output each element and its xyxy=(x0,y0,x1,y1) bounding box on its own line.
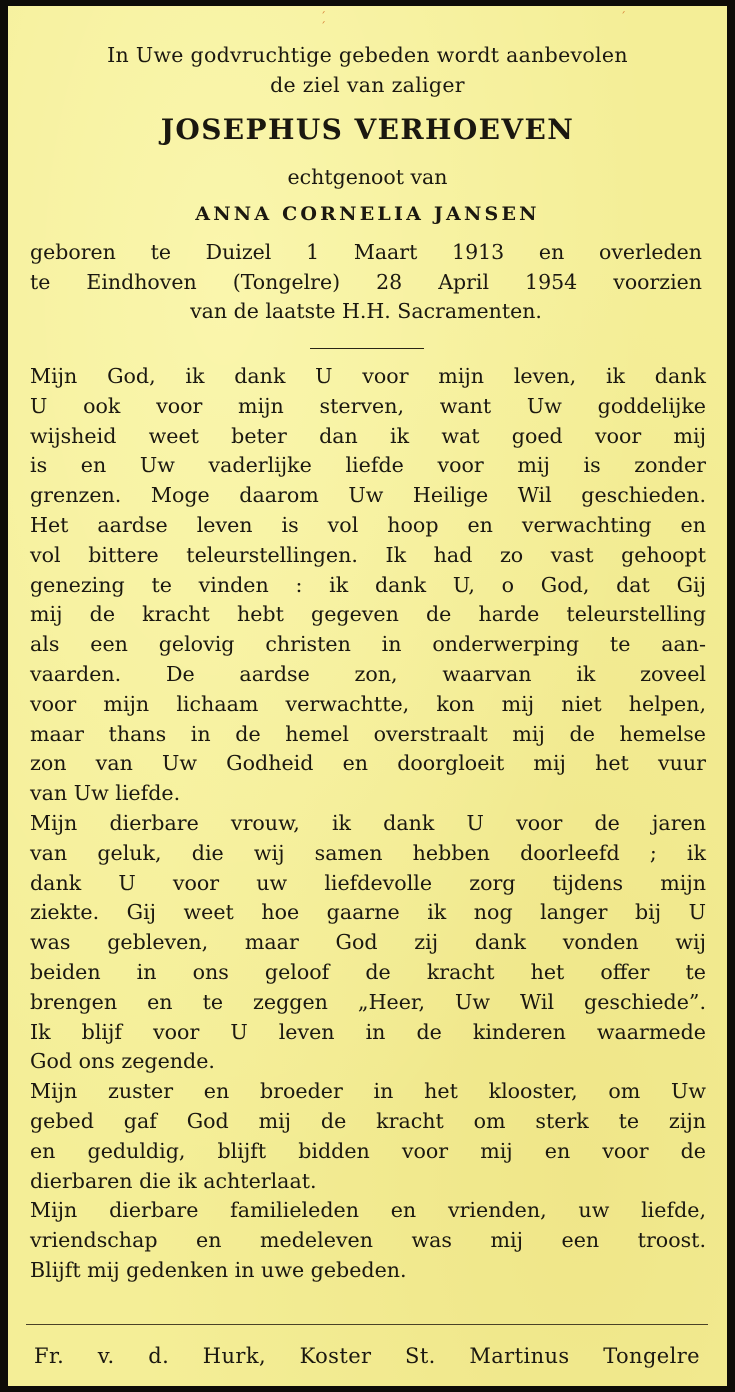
prayer-line: zon van Uw Godheid en doorgloeit mij het vuur xyxy=(30,751,706,776)
prayer-line: Het aardse leven is vol hoop en verwachting en xyxy=(30,512,706,537)
print-mark-decoration: ´ ´ xyxy=(320,10,326,34)
prayer-line: is en Uw vaderlijke liefde voor mij is zonder xyxy=(30,453,706,478)
prayer-line: grenzen. Moge daarom Uw Heilige Wil geschieden. xyxy=(30,483,706,508)
prayer-line: Blijft mij gedenken in uwe gebeden. xyxy=(30,1257,407,1282)
prayer-line: vriendschap en medeleven was mij een troost. xyxy=(30,1228,706,1253)
spouse-name: ANNA CORNELIA JANSEN xyxy=(195,203,540,225)
prayer-line: U ook voor mijn sterven, want Uw goddelijke xyxy=(30,393,706,418)
prayer-line: dierbaren die ik achterlaat. xyxy=(30,1168,317,1193)
prayer-line: Mijn God, ik dank U voor mijn leven, ik dank xyxy=(30,364,706,388)
intro-line: In Uwe godvruchtige gebeden wordt aanbevolen xyxy=(107,43,628,67)
print-mark-decoration: ´ xyxy=(620,10,626,24)
prayer-line: van Uw liefde. xyxy=(30,781,181,806)
prayer-line: ziekte. Gij weet hoe gaarne ik nog langer bij U xyxy=(30,900,706,925)
intro-block xyxy=(8,40,727,100)
prayer-line: en geduldig, blijft bidden voor mij en voor de xyxy=(30,1138,706,1163)
prayer-line: als een gelovig christen in onderwerping te aan- xyxy=(30,632,706,657)
prayer-text xyxy=(30,362,706,1286)
prayer-line: gebed gaf God mij de kracht om sterk te zijn xyxy=(30,1108,706,1133)
spouse-intro: echtgenoot van xyxy=(287,165,448,189)
prayer-line: vol bittere teleurstellingen. Ik had zo vast gehoopt xyxy=(30,542,706,567)
prayer-line: God ons zegende. xyxy=(30,1049,215,1074)
prayer-line: mij de kracht hebt gegeven de harde teleurstelling xyxy=(30,602,706,627)
deceased-name: JOSEPHUS VERHOEVEN xyxy=(160,113,575,146)
prayer-line: beiden in ons geloof de kracht het offer te xyxy=(30,959,706,984)
prayer-line: vaarden. De aardse zon, waarvan ik zoveel xyxy=(30,661,706,686)
prayer-line: Mijn zuster en broeder in het klooster, om Uw xyxy=(30,1079,706,1104)
prayer-line: wijsheid weet beter dan ik wat goed voor mij xyxy=(30,423,706,448)
prayer-line: was gebleven, maar God zij dank vonden wij xyxy=(30,930,706,955)
prayer-line: Mijn dierbare familieleden en vrienden, uw liefde, xyxy=(30,1198,706,1223)
printer-credit: Fr. v. d. Hurk, Koster St. Martinus Tongelre xyxy=(34,1344,700,1368)
prayer-line: Ik blijf voor U leven in de kinderen waarmede xyxy=(30,1019,706,1044)
section-divider xyxy=(310,348,424,349)
prayer-line: Mijn dierbare vrouw, ik dank U voor de jaren xyxy=(30,810,706,835)
dates-line: te Eindhoven (Tongelre) 28 April 1954 voorzien xyxy=(30,269,702,294)
prayer-line: genezing te vinden : ik dank U, o God, dat Gij xyxy=(30,572,706,597)
intro-line: de ziel van zaliger xyxy=(270,73,465,97)
prayer-line: van geluk, die wij samen hebben doorleefd ; ik xyxy=(30,840,706,865)
dates-line: van de laatste H.H. Sacramenten. xyxy=(190,299,542,323)
prayer-line: brengen en te zeggen „Heer, Uw Wil geschiede”. xyxy=(30,989,706,1014)
dates-line: geboren te Duizel 1 Maart 1913 en overleden xyxy=(30,240,702,264)
memorial-card xyxy=(8,6,727,1386)
prayer-line: voor mijn lichaam verwachtte, kon mij niet helpen, xyxy=(30,691,706,716)
prayer-line: dank U voor uw liefdevolle zorg tijdens mijn xyxy=(30,870,706,895)
footer-divider xyxy=(26,1324,708,1325)
prayer-line: maar thans in de hemel overstraalt mij de hemelse xyxy=(30,721,706,746)
birth-death-details xyxy=(30,238,702,327)
